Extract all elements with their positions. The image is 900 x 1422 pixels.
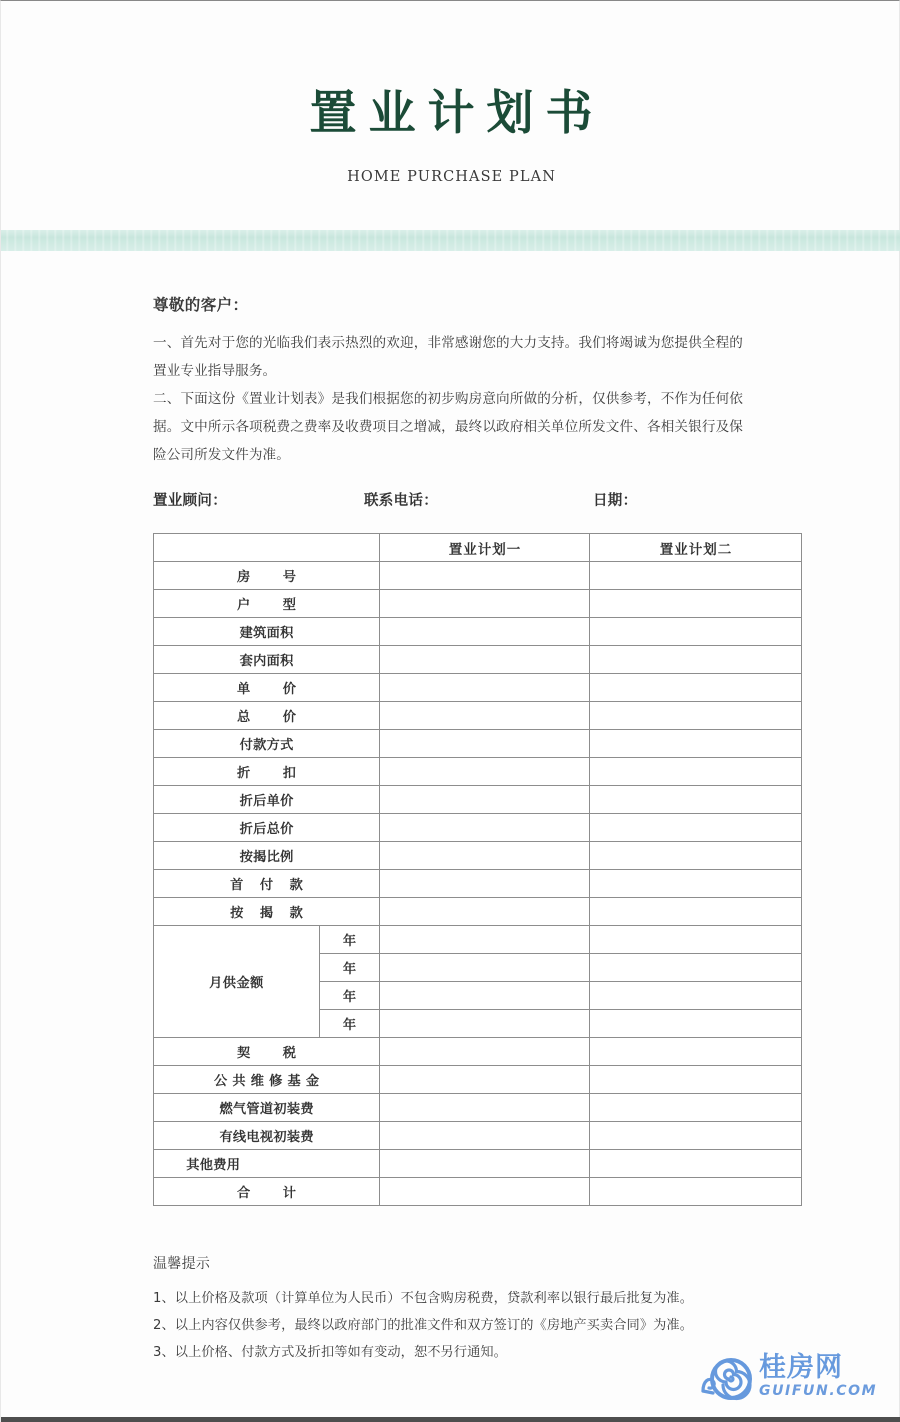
cell-plan1-interior-area[interactable] [380,646,590,674]
consultant-field-label: 置业顾问： [153,493,227,509]
table-row [154,618,802,646]
cell-plan2-total-price[interactable] [590,702,802,730]
field-label-row [153,489,753,513]
cell-plan1-total[interactable] [380,1178,590,1206]
table-row [154,646,802,674]
cell-plan1-cable-tv-installation-fee[interactable] [380,1122,590,1150]
cell-plan1-payment-method[interactable] [380,730,590,758]
table-row [154,1150,802,1178]
note-item-3: 3、以上价格、付款方式及折扣等如有变动，恕不另行通知。 [153,1345,507,1360]
row-label-payment-method: 付款方式 [154,730,380,758]
cell-plan2-building-area[interactable] [590,618,802,646]
table-row [154,674,802,702]
cell-plan2-discounted-total-price[interactable] [590,814,802,842]
table-row [154,786,802,814]
intro-paragraph-1: 一、首先对于您的光临我们表示热烈的欢迎，非常感谢您的大力支持。我们将竭诚为您提供全程的置业专业指导服务。 [153,335,743,379]
site-watermark [691,1353,891,1411]
monthly-year-unit-1: 年 [320,926,380,954]
cell-plan2-other-fees[interactable] [590,1150,802,1178]
cell-plan2-mortgage-amount[interactable] [590,898,802,926]
table-row [154,1094,802,1122]
date-field-label: 日期： [593,493,638,509]
row-label-total: 合 计 [154,1178,380,1206]
cell-plan1-gas-installation-fee[interactable] [380,1094,590,1122]
cell-plan1-monthly-3[interactable] [380,982,590,1010]
cell-plan2-maintenance-fund[interactable] [590,1066,802,1094]
cell-plan2-gas-installation-fee[interactable] [590,1094,802,1122]
table-row [154,1122,802,1150]
table-header-plan1: 置业计划一 [380,534,590,562]
table-row [154,814,802,842]
cell-plan2-monthly-2[interactable] [590,954,802,982]
note-item-2: 2、以上内容仅供参考，最终以政府部门的批准文件和双方签订的《房地产买卖合同》为准。 [153,1318,693,1333]
row-label-cable-tv-installation-fee: 有线电视初装费 [154,1122,380,1150]
cell-plan2-discount[interactable] [590,758,802,786]
table-header-plan2: 置业计划二 [590,534,802,562]
cell-plan2-cable-tv-installation-fee[interactable] [590,1122,802,1150]
table-row [154,898,802,926]
purchase-plan-table [153,533,802,1206]
page-title: 置业计划书 [309,86,605,141]
row-label-other-fees: 其他费用 [154,1150,380,1178]
cell-plan1-monthly-2[interactable] [380,954,590,982]
cell-plan2-monthly-3[interactable] [590,982,802,1010]
row-label-deed-tax: 契 税 [154,1038,380,1066]
table-row [154,730,802,758]
watermark-en-text: GUIFUN.COM [759,1383,878,1399]
cell-plan2-down-payment[interactable] [590,870,802,898]
cell-plan1-unit-price[interactable] [380,674,590,702]
cell-plan1-total-price[interactable] [380,702,590,730]
watermark-text [759,1353,877,1400]
notes-section [153,1253,753,1366]
cell-plan2-room-number[interactable] [590,562,802,590]
cell-plan2-total[interactable] [590,1178,802,1206]
cell-plan1-monthly-1[interactable] [380,926,590,954]
table-row [154,870,802,898]
row-label-discounted-total-price: 折后总价 [154,814,380,842]
row-label-building-area: 建筑面积 [154,618,380,646]
row-label-unit-price: 单 价 [154,674,380,702]
phone-field-label: 联系电话： [364,493,438,509]
note-item-1: 1、以上价格及款项（计算单位为人民币）不包含购房税费，贷款利率以银行最后批复为准。 [153,1291,693,1306]
table-row-monthly-1 [154,926,802,954]
cell-plan2-deed-tax[interactable] [590,1038,802,1066]
cell-plan1-unit-type[interactable] [380,590,590,618]
cell-plan1-discount[interactable] [380,758,590,786]
row-label-total-price: 总 价 [154,702,380,730]
cell-plan1-discounted-unit-price[interactable] [380,786,590,814]
monthly-year-unit-4: 年 [320,1010,380,1038]
document-header [1,1,900,216]
row-label-monthly-payment: 月供金额 [154,926,320,1038]
intro-section [153,293,743,469]
table-row [154,590,802,618]
cell-plan2-interior-area[interactable] [590,646,802,674]
watermark-cn-text: 桂房网 [759,1352,843,1383]
table-row [154,562,802,590]
page-bottom-bar [1,1417,900,1422]
row-label-mortgage-amount: 按 揭 款 [154,898,380,926]
cell-plan1-deed-tax[interactable] [380,1038,590,1066]
cell-plan1-mortgage-ratio[interactable] [380,842,590,870]
table-row [154,758,802,786]
cell-plan2-unit-price[interactable] [590,674,802,702]
snail-spiral-icon [699,1355,755,1407]
cell-plan2-unit-type[interactable] [590,590,802,618]
monthly-year-unit-3: 年 [320,982,380,1010]
cell-plan1-maintenance-fund[interactable] [380,1066,590,1094]
table-row [154,1178,802,1206]
table-row [154,1066,802,1094]
cell-plan2-monthly-4[interactable] [590,1010,802,1038]
cell-plan2-discounted-unit-price[interactable] [590,786,802,814]
row-label-unit-type: 户 型 [154,590,380,618]
cell-plan1-other-fees[interactable] [380,1150,590,1178]
salutation-text: 尊敬的客户： [153,296,249,314]
monthly-year-unit-2: 年 [320,954,380,982]
row-label-down-payment: 首 付 款 [154,870,380,898]
cell-plan1-room-number[interactable] [380,562,590,590]
cell-plan1-monthly-4[interactable] [380,1010,590,1038]
page-subtitle: HOME PURCHASE PLAN [347,169,556,185]
notes-title: 温馨提示 [153,1256,211,1272]
row-label-interior-area: 套内面积 [154,646,380,674]
header-divider-band [1,230,900,251]
cell-plan2-mortgage-ratio[interactable] [590,842,802,870]
row-label-discount: 折 扣 [154,758,380,786]
row-label-room-number: 房 号 [154,562,380,590]
table-header-row [154,534,802,562]
cell-plan1-building-area[interactable] [380,618,590,646]
cell-plan1-discounted-total-price[interactable] [380,814,590,842]
row-label-gas-installation-fee: 燃气管道初装费 [154,1094,380,1122]
cell-plan2-payment-method[interactable] [590,730,802,758]
table-row [154,842,802,870]
table-header-blank [154,534,380,562]
cell-plan2-monthly-1[interactable] [590,926,802,954]
table-row [154,1038,802,1066]
intro-paragraph-2: 二、下面这份《置业计划表》是我们根据您的初步购房意向所做的分析，仅供参考，不作为任何依据。文中所示各项税费之费率及收费项目之增减，最终以政府相关单位所发文件、各相关银行及保险公司所发文件为准。 [153,391,743,463]
row-label-mortgage-ratio: 按揭比例 [154,842,380,870]
row-label-discounted-unit-price: 折后单价 [154,786,380,814]
row-label-maintenance-fund: 公 共 维 修 基 金 [154,1066,380,1094]
cell-plan1-mortgage-amount[interactable] [380,898,590,926]
table-row [154,702,802,730]
cell-plan1-down-payment[interactable] [380,870,590,898]
